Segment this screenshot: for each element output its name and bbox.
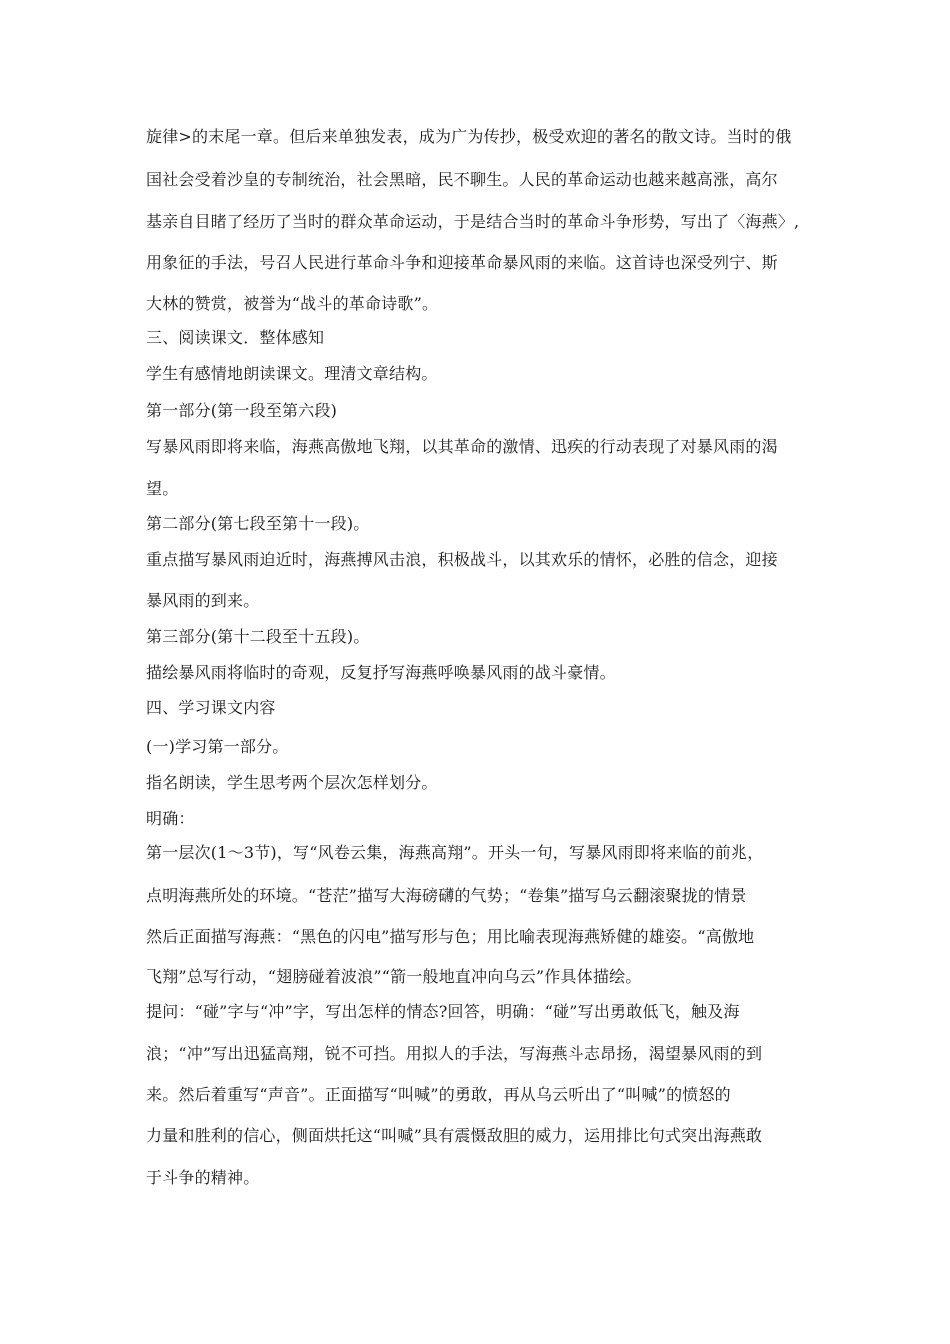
text-line: 写暴风雨即将来临，海燕高傲地飞翔，以其革命的激情、迅疾的行动表现了对暴风雨的渴 <box>146 437 778 456</box>
section-heading: 三、阅读课文．整体感知 <box>146 328 325 347</box>
text-line: 明确： <box>146 809 195 828</box>
text-line: 浪；“冲”写出迅猛高翔，锐不可挡。用拟人的手法，写海燕斗志昂扬，渴望暴风雨的到 <box>146 1044 763 1063</box>
text-line: 暴风雨的到来。 <box>146 591 260 610</box>
text-line: 第一层次(1～3节)，写“风卷云集，海燕高翔”。开头一句，写暴风雨即将来临的前兆， <box>146 843 764 862</box>
section-heading: 四、学习课文内容 <box>146 698 276 717</box>
text-line: 指名朗读，学生思考两个层次怎样划分。 <box>146 773 438 792</box>
text-line: 望。 <box>146 479 179 498</box>
text-line: 重点描写暴风雨迫近时，海燕搏风击浪，积极战斗，以其欢乐的情怀，必胜的信念，迎接 <box>146 550 778 569</box>
text-line: 来。然后着重写“声音”。正面描写“叫喊”的勇敢，再从乌云听出了“叫喊”的愤怒的 <box>146 1085 731 1104</box>
text-line: 国社会受着沙皇的专制统治，社会黑暗，民不聊生。人民的革命运动也越来越高涨，高尔 <box>146 170 778 189</box>
text-line: 点明海燕所处的环境。“苍茫”描写大海磅礴的气势；“卷集”描写乌云翻滚聚拢的情景 <box>146 886 747 905</box>
text-line: 基亲自目睹了经历了当时的群众革命运动，于是结合当时的革命斗争形势，写出了〈海燕〉, <box>146 212 800 231</box>
text-line: 飞翔”总写行动，“翅膀碰着波浪”“箭一般地直冲向乌云”作具体描绘。 <box>146 967 642 986</box>
text-line: 第一部分(第一段至第六段) <box>146 401 338 420</box>
text-line: 第三部分(第十二段至十五段)。 <box>146 627 370 646</box>
text-line: (一)学习第一部分。 <box>146 737 289 756</box>
text-line: 提问：“碰”字与“冲”字，写出怎样的情态?回答，明确：“碰”写出勇敢低飞，触及海 <box>146 1002 740 1021</box>
text-line: 大林的赞赏，被誉为“战斗的革命诗歌”。 <box>146 294 439 313</box>
text-line: 第二部分(第七段至第十一段)。 <box>146 514 370 533</box>
text-line: 于斗争的精神。 <box>146 1168 260 1187</box>
text-line: 旋律>的末尾一章。但后来单独发表，成为广为传抄，极受欢迎的著名的散文诗。当时的俄 <box>146 127 792 146</box>
text-line: 学生有感情地朗读课文。理清文章结构。 <box>146 364 438 383</box>
text-line: 用象征的手法，号召人民进行革命斗争和迎接革命暴风雨的来临。这首诗也深受列宁、斯 <box>146 253 778 272</box>
text-line: 然后正面描写海燕：“黑色的闪电”描写形与色；用比喻表现海燕矫健的雄姿。“高傲地 <box>146 927 755 946</box>
text-line: 力量和胜利的信心，侧面烘托这“叫喊”具有震慑敌胆的威力，运用排比句式突出海燕敢 <box>146 1126 763 1145</box>
text-line: 描绘暴风雨将临时的奇观，反复抒写海燕呼唤暴风雨的战斗豪情。 <box>146 663 616 682</box>
